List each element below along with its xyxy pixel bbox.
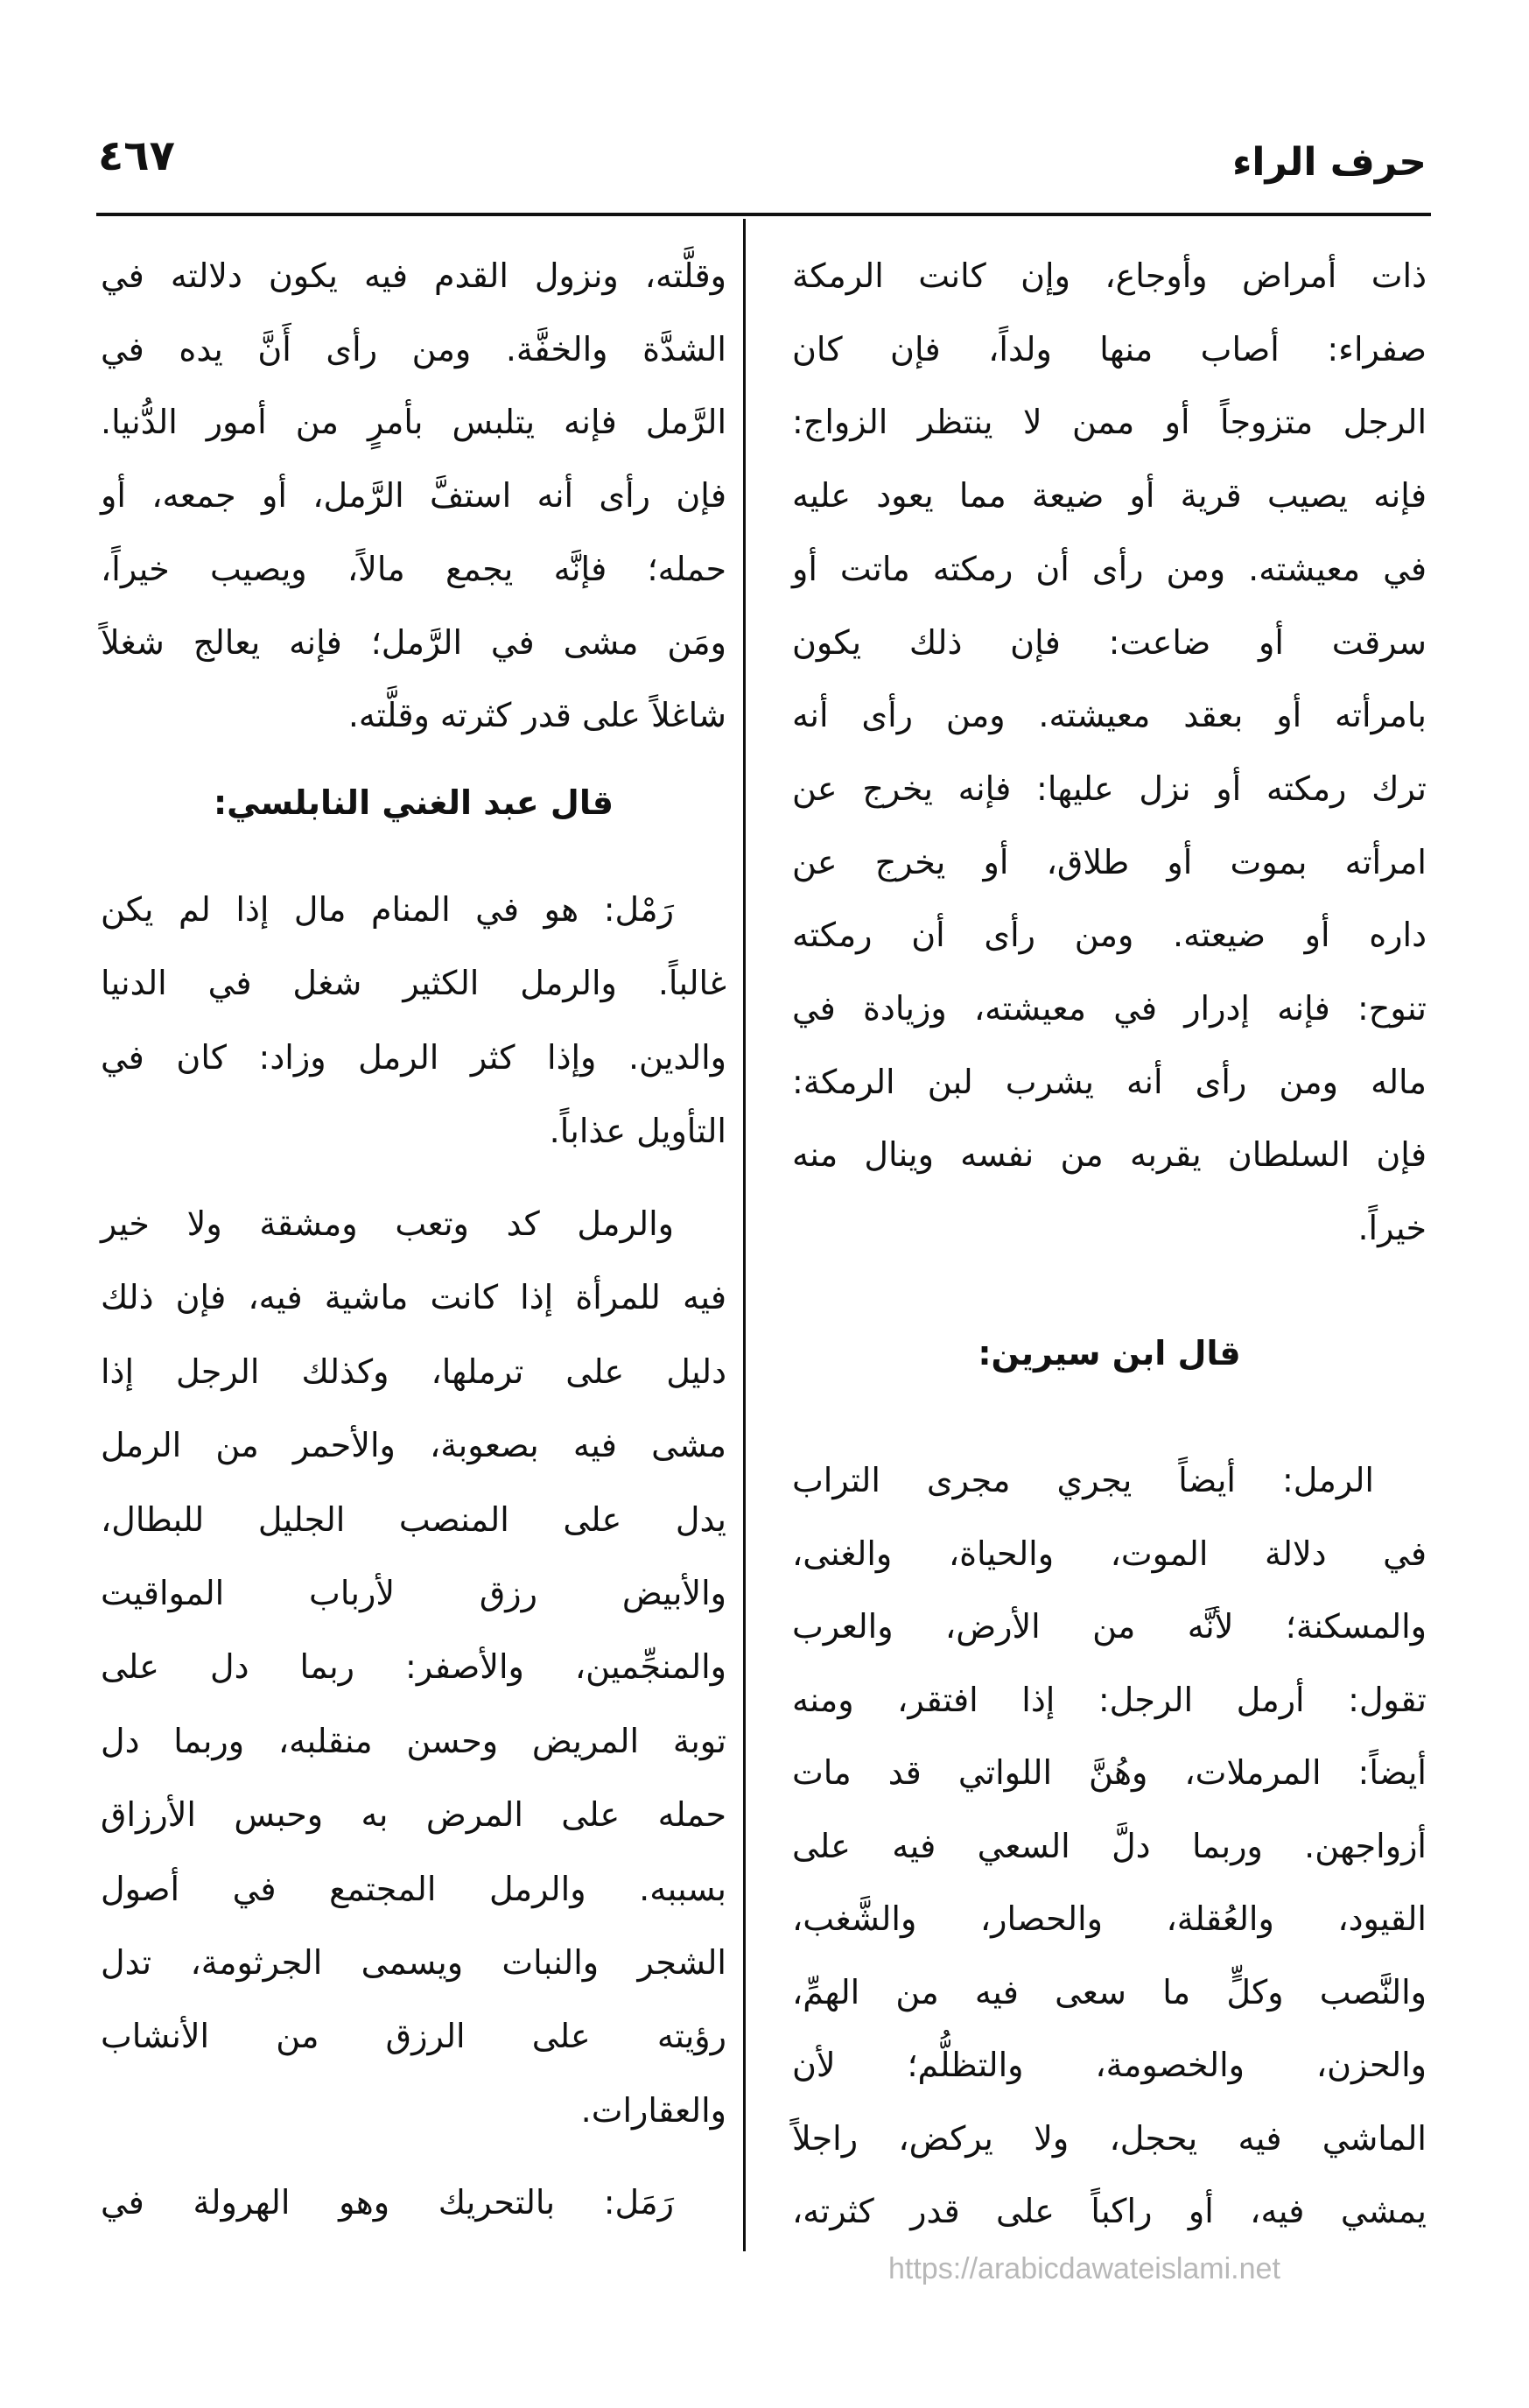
column-divider — [743, 219, 746, 2251]
text-line: الشدَّة والخفَّة. ومن رأى أَنَّ يده في — [101, 329, 726, 369]
text-line: بامرأته أو بعقد معيشته. ومن رأى أنه — [792, 696, 1427, 735]
text-line: فإنه يصيب قرية أو ضيعة مما يعود عليه — [792, 476, 1427, 516]
text-line: والعقارات. — [580, 2090, 726, 2130]
text-line: يدل على المنصب الجليل للبطال، — [101, 1499, 726, 1539]
text-line: في دلالة الموت، والحياة، والغنى، — [792, 1534, 1427, 1573]
text-line: صفراء: أصاب منها ولداً، فإن كان — [792, 329, 1427, 369]
text-line: في معيشته. ومن رأى أن رمكته ماتت أو — [792, 549, 1427, 588]
text-line: حمله؛ فإنَّه يجمع مالاً، ويصيب خيراً، — [101, 549, 726, 588]
text-line: حمله على المرض به وحبس الأرزاق — [101, 1795, 726, 1835]
text-line: والنَّصب وكلٍّ ما سعى فيه من الهمِّ، — [792, 1972, 1427, 2011]
text-line: والمسكنة؛ لأنَّه من الأرض، والعرب — [792, 1607, 1427, 1646]
text-line: ذات أمراض وأوجاع، وإن كانت الرمكة — [792, 256, 1427, 295]
text-line: فيه للمرأة إذا كانت ماشية فيه، فإن ذلك — [101, 1278, 726, 1317]
text-line: رَمْل: هو في المنام مال إذا لم يكن — [101, 890, 674, 929]
text-line: دليل على ترملها، وكذلك الرجل إذا — [101, 1351, 726, 1391]
text-line: ومَن مشى في الرَّمل؛ فإنه يعالج شغلاً — [101, 622, 726, 662]
text-line: توبة المريض وحسن منقلبه، وربما دل — [101, 1721, 726, 1760]
text-line: والرمل كد وتعب ومشقة ولا خير — [101, 1204, 674, 1243]
text-line: ماله ومن رأى أنه يشرب لبن الرمكة: — [792, 1062, 1427, 1101]
text-line: الشجر والنبات ويسمى الجرثومة، تدل — [101, 1943, 726, 1982]
text-line: ترك رمكته أو نزل عليها: فإنه يخرج عن — [792, 769, 1427, 808]
text-line: فإن السلطان يقربه من نفسه وينال منه — [792, 1135, 1427, 1175]
text-line: تنوح: فإنه إدرار في معيشته، وزيادة في — [792, 989, 1427, 1028]
text-line: رؤيته على الرزق من الأنشاب — [101, 2017, 726, 2056]
text-line: الماشي فيه يحجل، ولا يركض، راجلاً — [792, 2118, 1427, 2158]
text-line: فإن رأى أنه استفَّ الرَّمل، أو جمعه، أو — [101, 476, 726, 516]
running-header-title: حرف الراء — [1231, 140, 1427, 185]
section-heading: قال عبد الغني النابلسي: — [213, 783, 614, 822]
text-line: الرمل: أيضاً يجري مجرى التراب — [792, 1461, 1374, 1499]
text-line: يمشي فيه، أو راكباً على قدر كثرته، — [792, 2192, 1427, 2230]
text-line: رَمَل: بالتحريك وهو الهرولة في — [101, 2183, 674, 2222]
text-line: امرأته بموت أو طلاق، أو يخرج عن — [792, 842, 1427, 881]
text-line: الرجل متزوجاً أو ممن لا ينتظر الزواج: — [792, 403, 1427, 442]
text-line: أزواجهن. وربما دلَّ السعي فيه على — [792, 1826, 1427, 1865]
text-line: داره أو ضيعته. ومن رأى أن رمكته — [792, 916, 1427, 955]
section-heading: قال ابن سيرين: — [978, 1334, 1241, 1372]
text-line: مشى فيه بصعوبة، والأحمر من الرمل — [101, 1426, 726, 1465]
text-line: القيود، والعُقلة، والحصار، والشَّغب، — [792, 1899, 1427, 1938]
page-number: ٤٦٧ — [98, 131, 175, 180]
watermark: https://arabicdawateislami.net — [888, 2252, 1280, 2285]
header-rule — [96, 213, 1431, 216]
text-line: والمنجِّمين، والأصفر: ربما دل على — [101, 1647, 726, 1687]
text-line: التأويل عذاباً. — [549, 1112, 726, 1151]
text-line: والحزن، والخصومة، والتظلُّم؛ لأن — [792, 2046, 1427, 2084]
text-line: تقول: أرمل الرجل: إذا افتقر، ومنه — [792, 1680, 1427, 1719]
text-line: سرقت أو ضاعت: فإن ذلك يكون — [792, 622, 1427, 662]
text-line: والدين. وإذا كثر الرمل وزاد: كان في — [101, 1037, 726, 1077]
text-line: والأبيض رزق لأرباب المواقيت — [101, 1574, 726, 1612]
text-line: وقلَّته، ونزول القدم فيه يكون دلالته في — [101, 256, 726, 295]
text-line: شاغلاً على قدر كثرته وقلَّته. — [347, 696, 726, 735]
text-line: غالباً. والرمل الكثير شغل في الدنيا — [101, 964, 726, 1003]
text-line: خيراً. — [1357, 1209, 1427, 1248]
text-line: بسببه. والرمل المجتمع في أصول — [101, 1869, 726, 1908]
text-line: أيضاً: المرملات، وهُنَّ اللواتي قد مات — [792, 1753, 1427, 1792]
text-line: الرَّمل فإنه يتلبس بأمرٍ من أمور الدُّنيا. — [101, 403, 726, 442]
